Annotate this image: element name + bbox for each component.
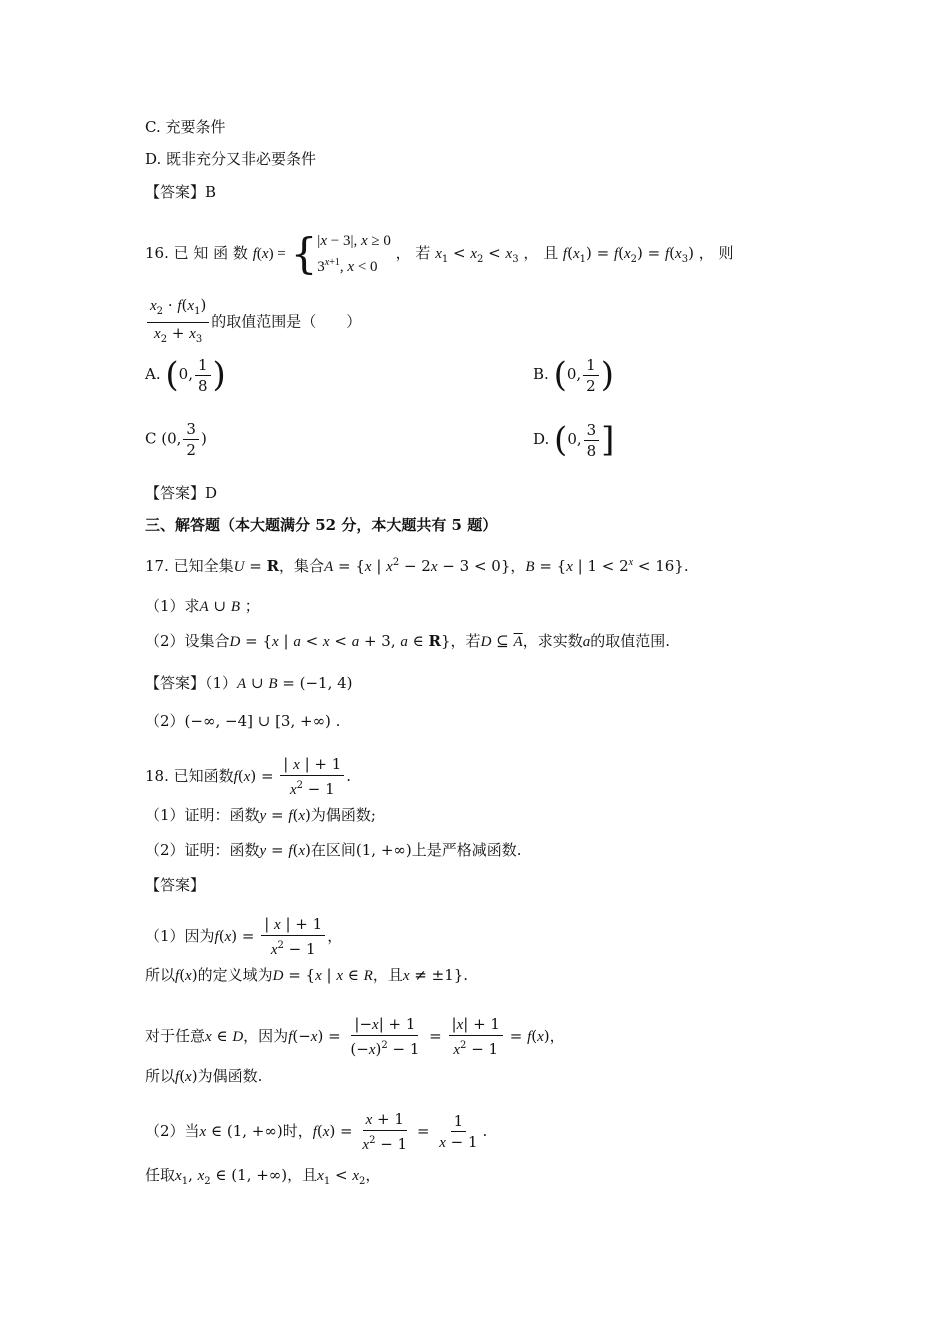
option-16-a: A. (0, $\frac{1}{8}$ ) bbox=[145, 355, 226, 395]
question-18: 18. 已知函数f(x) = $\frac{| x | + 1}{x^2 - 1}$ . bbox=[145, 755, 352, 798]
section-title: 三、解答题（本大题满分 52 分，本大题共有 5 题） bbox=[145, 516, 498, 534]
answer-18: 【答案】 bbox=[145, 876, 206, 894]
answer-17-1: 【答案】（1）A ∪ B = (−1, 4) bbox=[145, 674, 353, 692]
option-16-d: D. (0, $\frac{3}{8}$ ] bbox=[533, 420, 615, 460]
option-d: D. 既非充分又非必要条件 bbox=[145, 150, 317, 168]
solution-line-4: 所以f(x)为偶函数. bbox=[145, 1067, 263, 1085]
question-17-2: （2）设集合D = {x | a < x < a + 3, a ∈ R}，若D ⊆ $\overline{A}$，求实数a的取值范围. bbox=[145, 632, 670, 650]
answer-17-2: （2）(−∞, −4] ∪ [3, +∞) . bbox=[145, 712, 341, 730]
solution-line-6: 任取$x_1$, $x_2$ ∈ (1, +∞)，且$x_1 < x_2$， bbox=[145, 1166, 381, 1187]
solution-line-3: 对于任意x ∈ D，因为f(−x) = $\frac{|-x| + 1}{(-x)^2 - 1}$ = $\frac{|x| + 1}{x^2 - 1}$ = f(x)， bbox=[145, 1015, 565, 1058]
question-17-1: （1）求A ∪ B ； bbox=[145, 597, 260, 615]
option-16-c: C (0, $\frac{3}{2}$ ) bbox=[145, 420, 207, 459]
question-17: 17. 已知全集U = R，集合A = {x | $x^2 - 2x - 3 < 0$}，B = {x | $1 < 2^x < 16$}. bbox=[145, 557, 689, 575]
question-18-1: （1）证明：函数y = f(x)为偶函数; bbox=[145, 806, 376, 824]
solution-line-2: 所以f(x)的定义域为D = {x | x ∈ R，且x ≠ ±1}. bbox=[145, 966, 469, 984]
question-18-2: （2）证明：函数y = f(x)在区间(1, +∞)上是严格减函数. bbox=[145, 841, 522, 859]
question-16-range: $\frac{x_2 \cdot f(x_1)}{x_2 + x_3}$ 的取值范围是（ ） bbox=[145, 296, 361, 349]
question-16: 16. 已 知 函 数 f(x) = { |x − 3|, x ≥ 0 $3^{x+1}$, x < 0 ， 若 $x_1 < x_2 < x_3$ ， 且 $f(x_1) = f(x_2) = f(x_3)$ ， 则 bbox=[145, 229, 734, 278]
option-16-b: B. (0, $\frac{1}{2}$ ) bbox=[533, 355, 614, 395]
answer-15: 【答案】B bbox=[145, 183, 217, 201]
solution-line-5: （2）当x ∈ (1, +∞)时，f(x) = $\frac{x + 1}{x^2 - 1}$ = $\frac{1}{x - 1}$ . bbox=[145, 1110, 488, 1153]
option-c: C. 充要条件 bbox=[145, 118, 226, 136]
answer-16: 【答案】D bbox=[145, 484, 218, 502]
solution-line-1: （1）因为f(x) = $\frac{| x | + 1}{x^2 - 1}$ ， bbox=[145, 915, 343, 958]
